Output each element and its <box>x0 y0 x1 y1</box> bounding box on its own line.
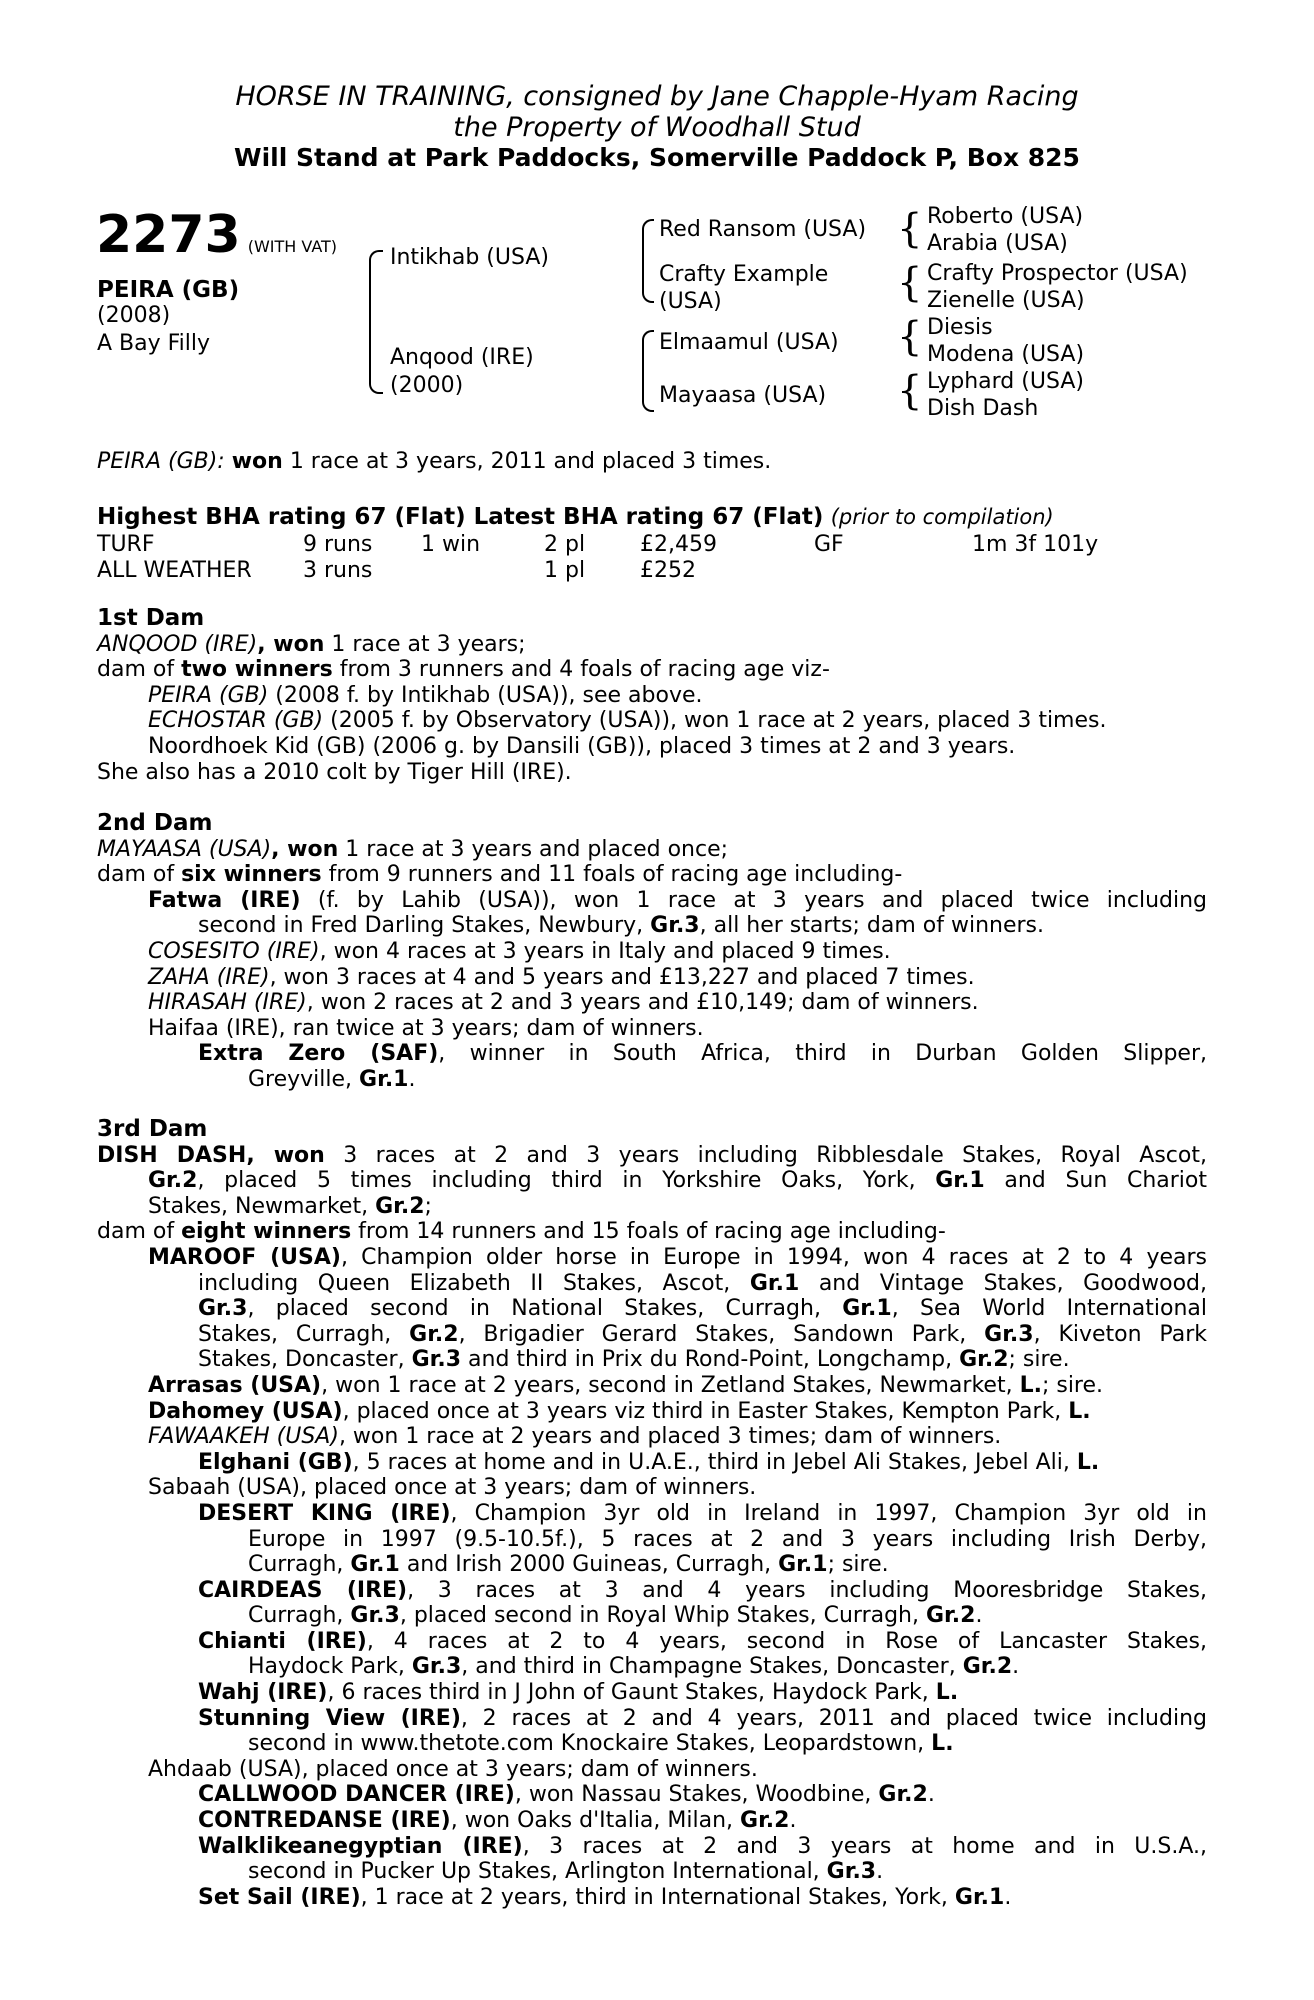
pedigree-dss: Diesis <box>927 315 993 340</box>
stand-location-line: Will Stand at Park Paddocks, Somerville Paddock P, Box 825 <box>234 143 1080 172</box>
second-dam-section <box>97 811 1207 1093</box>
first-dam-section <box>97 606 1207 785</box>
produce-item: Stunning View (IRE), 2 races at 2 and 4 years, 2011 and placed twice including <box>198 1705 1207 1731</box>
section-heading: 2nd Dam <box>97 810 213 836</box>
produce-item: COSESITO (IRE), won 4 races at 3 years in Italy and placed 9 times. <box>148 938 891 964</box>
produce-item-cont: second in Pucker Up Stakes, Arlington International, Gr.3. <box>248 1859 884 1885</box>
property-line: the Property of Woodhall Stud <box>453 112 861 143</box>
third-dam-section <box>97 1117 1207 1910</box>
produce-item: Ahdaab (USA), placed once at 3 years; dam of winners. <box>148 1756 758 1782</box>
lot-number-row <box>96 207 337 263</box>
sire-bracket <box>369 250 383 322</box>
race-summary: PEIRA (GB): won 1 race at 3 years, 2011 and placed 3 times. <box>97 449 772 474</box>
produce-item: Walklikeanegyptian (IRE), 3 races at 2 and 3 years at home and in U.S.A., <box>198 1833 1208 1859</box>
produce-item: Fatwa (IRE) (f. by Lahib (USA)), won 1 race at 3 years and placed twice including <box>148 887 1207 913</box>
ss-bracket <box>642 219 654 261</box>
produce-item: MAROOF (USA), Champion older horse in Europe in 1994, won 4 races at 2 to 4 years <box>148 1244 1208 1270</box>
produce-item: Dahomey (USA), placed once at 3 years viz third in Easter Stakes, Kempton Park, L. <box>148 1398 1091 1424</box>
pedigree-sire-dam-2: (USA) <box>659 289 722 314</box>
pedigree-sire-sire: Red Ransom (USA) <box>659 217 867 242</box>
produce-item: Extra Zero (SAF), winner in South Africa, third in Durban Golden Slipper, <box>198 1041 1207 1067</box>
pedigree-ssd: Arabia (USA) <box>927 231 1068 256</box>
pedigree-sire: Intikhab (USA) <box>390 245 549 270</box>
produce-item: CALLWOOD DANCER (IRE), won Nassau Stakes, Woodbine, Gr.2. <box>198 1782 935 1808</box>
produce-item-cont: second in Fred Darling Stakes, Newbury, Gr.3, all her starts; dam of winners. <box>198 913 1045 939</box>
produce-item: Set Sail (IRE), 1 race at 2 years, third in International Stakes, York, Gr.1. <box>198 1884 1012 1910</box>
produce-line: dam of two winners from 3 runners and 4 foals of racing age viz- <box>97 657 830 683</box>
dam-line: DISH DASH, won 3 races at 2 and 3 years including Ribblesdale Stakes, Royal Ascot, <box>97 1142 1207 1168</box>
lot-number: 2273 <box>96 205 241 265</box>
sd-brace: { <box>897 260 923 306</box>
pedigree-dds: Lyphard (USA) <box>927 369 1084 394</box>
catalogue-page: HORSE IN TRAINING, consigned by Jane Chapple-Hyam Racing the Property of Woodhall Stud Will Stand at Park Paddocks, Somerville Paddock P, Box 825 2273 (WITH VAT) PEIRA (GB) (2008) A Bay Filly Intikhab (USA) Anqood (IRE) (2000) Red Ransom (USA) Crafty Example (USA) Elmaamul (USA) Mayaasa (USA) { { { { Roberto (USA) Arabia (USA) Crafty Prospector (USA) Zienelle (USA) Diesis Modena (USA) Lyphard (USA) Dish Dash PEIRA (GB): won 1 race at 3 years, 2011 and placed 3 times. Highest BHA rating 67 (Flat) Latest BHA rating 67 (Flat) (prior to compilation) TURF 9 runs 1 win 2 pl £2,459 GF 1m 3f 101y ALL WEATHER 3 runs 1 pl £252 1st Dam ANQOOD (IRE), won 1 race at 3 years; dam of two winners from 3 runners and 4 foals of racing age viz- PEIRA (GB) (2008 f. by Intikhab (USA)), see above. ECHOSTAR (GB) (2005 f. by Observatory (USA)), won 1 race at 2 years, placed 3 times. Noordhoek Kid (GB) (2006 g. by Dansili (GB)), placed 3 times at 2 and 3 years. She also has a 2010 colt by Tiger Hill (IRE). 2nd Dam MAYAASA (USA), won 1 race at 3 years and placed once; dam of six winners from 9 runners and 11 foals of racing age including- Fatwa (IRE) (f. by Lahib (USA)), won 1 race at 3 years and placed twice including second in Fred Darling Stakes, Newbury, Gr.3, all her starts; dam of winners. COSESITO (IRE), won 4 races at 3 years in Italy and placed 9 times. ZAHA (IRE), won 3 races at 4 and 5 years and £13,227 and placed 7 times. HIRASAH (IRE), won 2 races at 2 and 3 years and £10,149; dam of winners. Haifaa (IRE), ran twice at 3 years; dam of winners. Extra Zero (SAF), winner in South Africa, third in Durban Golden Slipper, Greyville, Gr.1. 3rd Dam DISH DASH, won 3 races at 2 and 3 years including Ribblesdale Stakes, Royal Ascot, Gr.2, placed 5 times including third in Yorkshire Oaks, York, Gr.1 and Sun Chariot Stakes, Newmarket, Gr.2; dam of eight winners from 14 runners and 15 foals of racing age including- MAROOF (USA), Champion older horse in Europe in 1994, won 4 races at 2 to 4 years including Queen Elizabeth II Stakes, Ascot, Gr.1 and Vintage Stakes, Goodwood, Gr.3, placed second in National Stakes, Curragh, Gr.1, Sea World International Stakes, Curragh, Gr.2, Brigadier Gerard Stakes, Sandown Park, Gr.3, Kiveton Park Stakes, Doncaster, Gr.3 and third in Prix du Rond-Point, Longchamp, Gr.2; sire. Arrasas (USA), won 1 race at 2 years, second in Zetland Stakes, Newmarket, L.; sire. Dahomey (USA), placed once at 3 years viz third in Easter Stakes, Kempton Park, L. FAWAAKEH (USA), won 1 race at 2 years and placed 3 times; dam of winners. Elghani (GB), 5 races at home and in U.A.E., third in Jebel Ali Stakes, Jebel Ali, L. Sabaah (USA), placed once at 3 years; dam of winners. DESERT KING (IRE), Champion 3yr old in Ireland in 1997, Champion 3yr old in Europe in 1997 (9.5-10.5f.), 5 races at 2 and 3 years including Irish Derby, Curragh, Gr.1 and Irish 2000 Guineas, Curragh, Gr.1; sire. CAIRDEAS (IRE), 3 races at 3 and 4 years including Mooresbridge Stakes, Curragh, Gr.3, placed second in Royal Whip Stakes, Curragh, Gr.2. Chianti (IRE), 4 races at 2 to 4 years, second in Rose of Lancaster Stakes, Haydock Park, Gr.3, and third in Champagne Stakes, Doncaster, Gr.2. Wahj (IRE), 6 races third in J John of Gaunt Stakes, Haydock Park, L. Stunning View (IRE), 2 races at 2 and 4 years, 2011 and placed twice including second in www.thetote.com Knockaire Stakes, Leopardstown, L. Ahdaab (USA), placed once at 3 years; dam of winners. CALLWOOD DANCER (IRE), won Nassau Stakes, Woodbine, Gr.2. CONTREDANSE (IRE), won Oaks d'Italia, Milan, Gr.2. Walklikeanegyptian (IRE), 3 races at 2 and 3 years at home and in U.S.A., second in Pucker Up Stakes, Arlington International, Gr.3. Set Sail (IRE), 1 race at 2 years, third in International Stakes, York, Gr.1. <box>0 0 1314 2000</box>
dam-line: MAYAASA (USA), won 1 race at 3 years and placed once; <box>97 836 729 862</box>
produce-item-cont: Haydock Park, Gr.3, and third in Champagne Stakes, Doncaster, Gr.2. <box>248 1654 1020 1680</box>
produce-item-cont: Curragh, Gr.1 and Irish 2000 Guineas, Curragh, Gr.1; sire. <box>248 1552 889 1578</box>
produce-item: Elghani (GB), 5 races at home and in U.A.E., third in Jebel Ali Stakes, Jebel Ali, L. <box>198 1449 1100 1475</box>
produce-line: dam of six winners from 9 runners and 11 foals of racing age including- <box>97 862 903 888</box>
produce-item: HIRASAH (IRE), won 2 races at 2 and 3 years and £10,149; dam of winners. <box>148 990 979 1016</box>
produce-item: Arrasas (USA), won 1 race at 2 years, second in Zetland Stakes, Newmarket, L.; sire. <box>148 1372 1104 1398</box>
produce-item-cont: second in www.thetote.com Knockaire Stakes, Leopardstown, L. <box>248 1731 954 1757</box>
produce-item: DESERT KING (IRE), Champion 3yr old in Ireland in 1997, Champion 3yr old in <box>198 1500 1207 1526</box>
pedigree-dam-year: (2000) <box>390 373 464 398</box>
produce-item: Chianti (IRE), 4 races at 2 to 4 years, second in Rose of Lancaster Stakes, <box>198 1628 1207 1654</box>
produce-line: dam of eight winners from 14 runners and 15 foals of racing age including- <box>97 1219 946 1245</box>
produce-item: Wahj (IRE), 6 races third in J John of Gaunt Stakes, Haydock Park, L. <box>198 1680 959 1706</box>
produce-item-cont: Curragh, Gr.3, placed second in Royal Whip Stakes, Curragh, Gr.2. <box>248 1603 983 1629</box>
pedigree-dam-sire: Elmaamul (USA) <box>659 330 839 355</box>
ds-brace: { <box>897 314 923 360</box>
vat-note: (WITH VAT) <box>247 237 338 256</box>
pedigree-sss: Roberto (USA) <box>927 204 1084 229</box>
produce-item: FAWAAKEH (USA), won 1 race at 2 years and placed 3 times; dam of winners. <box>148 1424 1002 1450</box>
dam-line-cont: Gr.2, placed 5 times including third in Yorkshire Oaks, York, Gr.1 and Sun Chariot <box>148 1168 1208 1194</box>
bha-rating-heading: Highest BHA rating 67 (Flat) Latest BHA rating 67 (Flat) (prior to compilation) <box>97 504 1054 530</box>
produce-item: CAIRDEAS (IRE), 3 races at 3 and 4 years including Mooresbridge Stakes, <box>198 1577 1207 1603</box>
horse-description: A Bay Filly <box>97 331 211 356</box>
ds-bracket <box>642 330 654 374</box>
consignor-line: HORSE IN TRAINING, consigned by Jane Chapple-Hyam Racing <box>235 81 1079 112</box>
produce-item-cont: Stakes, Curragh, Gr.2, Brigadier Gerard Stakes, Sandown Park, Gr.3, Kiveton Park <box>198 1321 1207 1347</box>
section-heading: 3rd Dam <box>97 1116 208 1142</box>
section-heading: 1st Dam <box>97 605 205 631</box>
produce-item: Noordhoek Kid (GB) (2006 g. by Dansili (GB)), placed 3 times at 2 and 3 years. <box>148 733 1016 759</box>
horse-name: PEIRA (GB) <box>97 277 240 303</box>
pedigree-dam: Anqood (IRE) <box>390 345 534 370</box>
dd-bracket <box>642 372 654 412</box>
dd-brace: { <box>897 368 923 414</box>
produce-item: CONTREDANSE (IRE), won Oaks d'Italia, Milan, Gr.2. <box>198 1808 797 1834</box>
pedigree-sire-dam: Crafty Example <box>659 262 829 287</box>
produce-item: ECHOSTAR (GB) (2005 f. by Observatory (USA)), won 1 race at 2 years, placed 3 times. <box>148 708 1107 734</box>
pedigree-sds: Crafty Prospector (USA) <box>927 261 1188 286</box>
pedigree-dsd: Modena (USA) <box>927 342 1085 367</box>
produce-note: She also has a 2010 colt by Tiger Hill (IRE). <box>97 759 572 785</box>
pedigree-sdd: Zienelle (USA) <box>927 288 1085 313</box>
produce-item-cont: Greyville, Gr.1. <box>248 1066 416 1092</box>
sd-bracket <box>642 259 654 303</box>
produce-item-cont: Europe in 1997 (9.5-10.5f.), 5 races at 2 and 3 years including Irish Derby, <box>248 1526 1207 1552</box>
dam-line: ANQOOD (IRE), won 1 race at 3 years; <box>97 631 526 657</box>
produce-item-cont: including Queen Elizabeth II Stakes, Ascot, Gr.1 and Vintage Stakes, Goodwood, <box>198 1270 1207 1296</box>
pedigree-ddd: Dish Dash <box>927 396 1039 421</box>
produce-item: Sabaah (USA), placed once at 3 years; dam of winners. <box>148 1475 757 1501</box>
ss-brace: { <box>897 206 923 252</box>
foaling-year: (2008) <box>97 303 171 328</box>
pedigree-dam-dam: Mayaasa (USA) <box>659 383 827 408</box>
produce-item: Haifaa (IRE), ran twice at 3 years; dam of winners. <box>148 1015 704 1041</box>
produce-item: ZAHA (IRE), won 3 races at 4 and 5 years and £13,227 and placed 7 times. <box>148 964 975 990</box>
produce-item: PEIRA (GB) (2008 f. by Intikhab (USA)), see above. <box>148 682 703 708</box>
produce-item-cont: Stakes, Doncaster, Gr.3 and third in Prix du Rond-Point, Longchamp, Gr.2; sire. <box>198 1347 1070 1373</box>
dam-line-cont: Stakes, Newmarket, Gr.2; <box>148 1193 432 1219</box>
produce-item-cont: Gr.3, placed second in National Stakes, Curragh, Gr.1, Sea World International <box>198 1296 1207 1322</box>
dam-bracket <box>369 320 383 394</box>
